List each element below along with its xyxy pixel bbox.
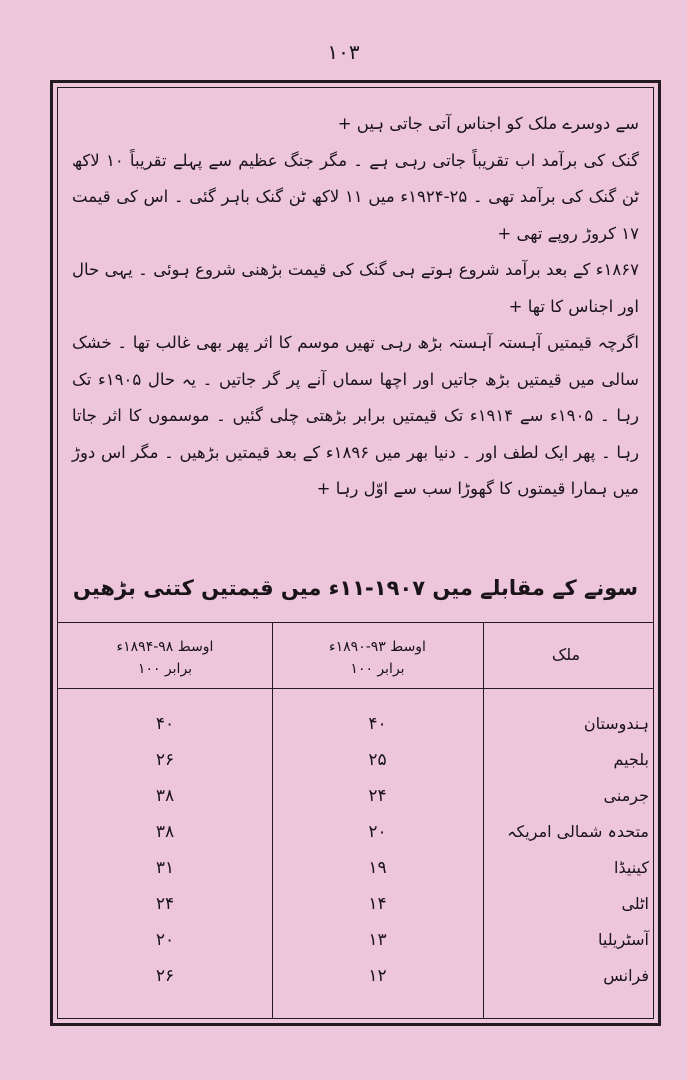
page-frame-inner [57,87,654,1019]
cell-country: متحدہ شمالی امریکہ [507,822,649,841]
cell-country: اٹلی [621,894,649,913]
header-divider [58,688,653,689]
cell-country: جرمنی [603,786,649,805]
body-text [72,106,639,508]
cell-period1: ۱۳ [368,930,387,950]
cell-period2: ۲۰ [155,930,175,950]
cell-period1: ۱۴ [368,894,387,914]
header-period1-base: برابر ۱۰۰ [350,661,405,677]
header-period2 [58,636,272,680]
page-number: ۱۰۳ [327,40,360,64]
cell-country: آسٹریلیا [598,930,649,949]
table-row [58,886,653,922]
table-row [58,922,653,958]
cell-period1: ۴۰ [368,714,387,734]
cell-period2: ۳۸ [155,822,175,842]
header-country: ملک [551,645,581,664]
table-rows [58,706,653,994]
cell-period1: ۲۴ [368,786,387,806]
cell-country: فرانس [603,966,649,985]
cell-country: کینیڈا [614,858,649,877]
page-frame [50,80,661,1026]
paragraph-3: ۱۸۶۷ء کے بعد برآمد شروع ہوتے ہی گنک کی قیمت بڑھنی شروع ہوئی ۔ یہی حال اور اجناس کا تھا + [72,260,639,316]
table-row [58,958,653,994]
cell-period2: ۳۱ [155,858,175,878]
cell-period1: ۲۵ [368,750,387,770]
header-period2-base: برابر ۱۰۰ [137,661,193,677]
cell-period1: ۱۲ [368,966,387,986]
paragraph-1: سے دوسرے ملک کو اجناس آتی جاتی ہیں + [337,114,639,133]
cell-period1: ۱۹ [368,858,387,878]
table-row [58,706,653,742]
table-row [58,814,653,850]
header-period2-label: اوسط ۹۸-۱۸۹۴ء [116,639,214,655]
cell-period2: ۴۰ [155,714,175,734]
table-row [58,778,653,814]
table-row [58,742,653,778]
cell-period2: ۲۶ [155,966,175,986]
cell-period2: ۲۴ [155,894,175,914]
table-title: سونے کے مقابلے میں ۱۹۰۷-۱۱ء میں قیمتیں کتنی بڑھیں [72,576,639,600]
cell-period2: ۲۶ [155,750,175,770]
cell-country: ہندوستان [583,714,649,733]
paragraph-2: گنک کی برآمد اب تقریباً جاتی رہی ہے ۔ مگر جنگ عظیم سے پہلے تقریباً ۱۰ لاکھ ٹن گنک کی برآمد تھی ۔ ۲۵-۱۹۲۴ء میں ۱۱ لاکھ ٹن گنک باہر گئی ۔ اس کی قیمت ۱۷ کروڑ روپے تھی + [72,150,639,243]
header-period1-label: اوسط ۹۳-۱۸۹۰ء [329,639,426,655]
cell-period2: ۳۸ [155,786,175,806]
paragraph-4: اگرچہ قیمتیں آہستہ آہستہ بڑھ رہی تھیں موسم کا اثر پھر بھی غالب تھا ۔ خشک سالی میں قیمتیں بڑھ جاتیں اور اچھا سماں آنے پر گر جاتیں ۔ یہ حال ۱۹۰۵ء تک رہا ۔ ۱۹۰۵ء سے ۱۹۱۴ء تک قیمتیں برابر بڑھتی چلی گئیں ۔ موسموں کا اثر جاتا رہا ۔ پھر ایک لطف اور ۔ دنیا بھر میں ۱۸۹۶ء کے بعد قیمتیں بڑھیں ۔ مگر اس دوڑ میں ہمارا قیمتوں کا گھوڑا سب سے اوّل رہا + [72,333,639,498]
table-row [58,850,653,886]
cell-country: بلجیم [613,750,649,769]
cell-period1: ۲۰ [368,822,387,842]
price-table [58,622,653,1018]
header-period1 [272,636,483,680]
